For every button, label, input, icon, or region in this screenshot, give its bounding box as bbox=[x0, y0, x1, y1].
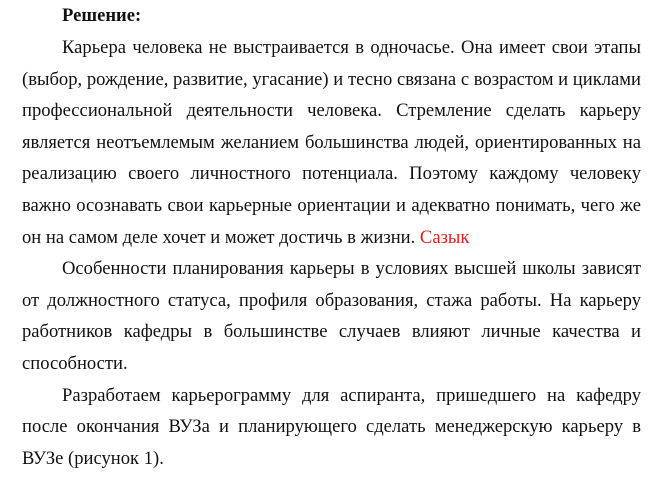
source-reference: Сазык bbox=[419, 226, 470, 248]
paragraph-careergram: Разработаем карьерограмму для аспиранта, пришедшего на кафедру после окончания ВУЗа и планирующего сделать менеджерскую карьеру в ВУЗе (рисунок 1). bbox=[22, 384, 641, 469]
paragraph-career-stages bbox=[22, 32, 641, 253]
paragraph-career-stages-text: Карьера человека не выстраивается в одночасье. Она имеет свои этапы (выбор, рождение, развитие, угасание) и тесно связана с возрастом и циклами профессиональной деятельности человека. Стремление сделать карьеру является неотъемлемым желанием большинства людей, ориентированных на реализацию своего личностного потенциала. Поэтому каждому человеку важно осознавать свои карьерные ориентации и адекватно понимать, чего же он на самом деле хочет и может достичь в жизни. bbox=[22, 37, 641, 248]
document-page bbox=[22, 0, 641, 474]
paragraph-planning-features: Особенности планирования карьеры в условиях высшей школы зависят от должностного статуса, профиля образования, стажа работы. На карьеру работников кафедры в большинстве случаев влияют личные качества и способности. bbox=[22, 258, 641, 374]
solution-heading: Решение: bbox=[62, 5, 142, 26]
